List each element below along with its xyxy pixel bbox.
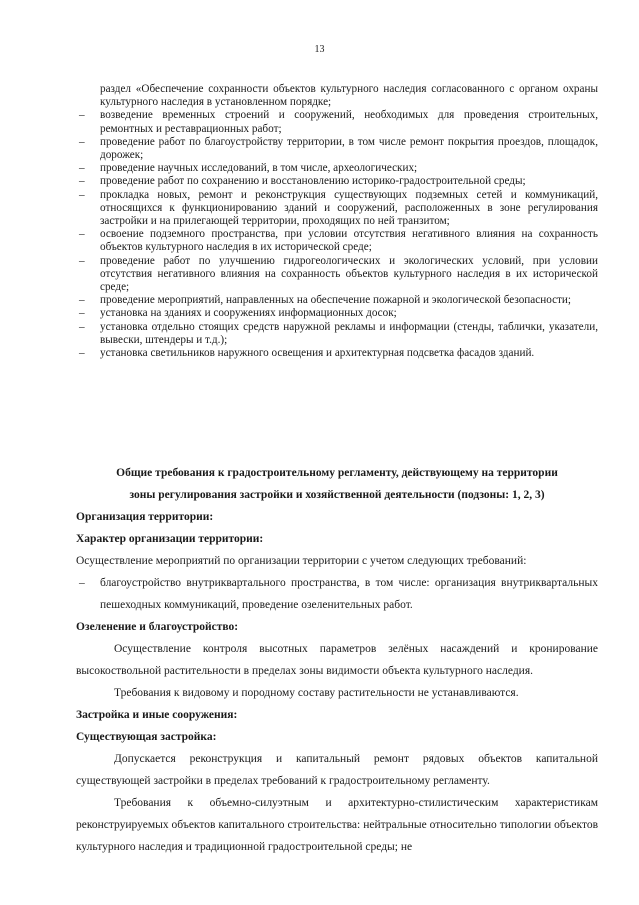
list-item: – проведение мероприятий, направленных на обеспечение пожарной и экологической безопасности; xyxy=(79,294,572,307)
bullet-dash: – xyxy=(79,254,85,267)
org-heading: Организация территории: xyxy=(76,511,214,523)
org-list-item: – благоустройство внутриквартального пространства, в том числе: организация внутриквартальных пешеходных коммуникаций, проведение озеленительных работ. xyxy=(76,572,598,616)
list-item: – установка светильников наружного освещения и архитектурная подсветка фасадов зданий. xyxy=(79,347,535,360)
org-text: Осуществление мероприятий по организации территории с учетом следующих требований: xyxy=(76,555,527,567)
bullet-dash: – xyxy=(79,228,85,241)
bullet-dash: – xyxy=(79,188,85,201)
list-item: – установка отдельно стоящих средств наружной рекламы и информации (стенды, таблички, указатели, вывески, штендеры и т.д.); xyxy=(79,320,598,346)
list-item: – прокладка новых, ремонт и реконструкция существующих подземных сетей и коммуникаций, относящихся к функционированию зданий и сооружений, расположенных в зоне регулирования застройки и на прилегающей территории, проходящих по ней транзитом; xyxy=(79,188,598,228)
list-item: – возведение временных строений и сооружений, необходимых для проведения строительных, ремонтных и реставрационных работ; xyxy=(79,109,598,135)
list-item: – проведение научных исследований, в том числе, археологических; xyxy=(79,162,418,175)
list-item: – проведение работ по сохранению и восстановлению историко-градостроительной среды; xyxy=(79,175,526,188)
section-heading-line1: Общие требования к градостроительному регламенту, действующему на территории xyxy=(116,467,558,479)
existing-heading: Существующая застройка: xyxy=(76,731,217,743)
bullet-dash: – xyxy=(79,162,85,175)
green-paragraph-1: Осуществление контроля высотных параметров зелёных насаждений и кронирование высокоствольной растительности в пределах зоны видимости объекта культурного наследия. xyxy=(76,643,598,677)
existing-paragraph-1: Допускается реконструкция и капитальный ремонт рядовых объектов капитальной существующей застройки в пределах требований к градостроительному регламенту. xyxy=(76,753,598,787)
build-heading: Застройка и иные сооружения: xyxy=(76,709,238,721)
list-item: – освоение подземного пространства, при условии отсутствия негативного влияния на сохранность объектов культурного наследия в их исторической среде; xyxy=(79,228,598,254)
list-intro: раздел «Обеспечение сохранности объектов культурного наследия согласованного с органом охраны культурного наследия в установленном порядке; xyxy=(100,83,598,109)
green-heading: Озеленение и благоустройство: xyxy=(76,621,239,633)
bullet-dash: – xyxy=(79,347,85,360)
bullet-dash: – xyxy=(79,320,85,333)
list-item: – установка на зданиях и сооружениях информационных досок; xyxy=(79,307,397,320)
org-char-heading: Характер организации территории: xyxy=(76,533,264,545)
bullet-dash: – xyxy=(79,307,85,320)
green-paragraph-2: Требования к видовому и породному составу растительности не устанавливаются. xyxy=(114,687,519,699)
bullet-dash: – xyxy=(79,135,85,148)
list-item: – проведение работ по улучшению гидрогеологических и экологических условий, при условии отсутствия негативного влияния на сохранность объектов культурного наследия в их исторической среде; xyxy=(79,254,598,294)
bullet-dash: – xyxy=(79,109,85,122)
list-item: – проведение работ по благоустройству территории, в том числе ремонт покрытия проездов, площадок, дорожек; xyxy=(79,135,598,162)
bullet-dash: – xyxy=(79,175,85,188)
bullet-dash: – xyxy=(79,294,85,307)
existing-paragraph-2: Требования к объемно-силуэтным и архитектурно-стилистическим характеристикам реконструируемых объектов капитального строительства: нейтральные относительно типологии объектов культурного наследия и традиционной градостроительной среды; не xyxy=(76,797,598,853)
regulation-section xyxy=(76,462,598,858)
bullet-dash: – xyxy=(79,577,85,589)
page-number: 13 xyxy=(314,44,325,55)
section-heading-line2: зоны регулирования застройки и хозяйственной деятельности (подзоны: 1, 2, 3) xyxy=(129,489,545,501)
permitted-works-list xyxy=(76,83,598,360)
